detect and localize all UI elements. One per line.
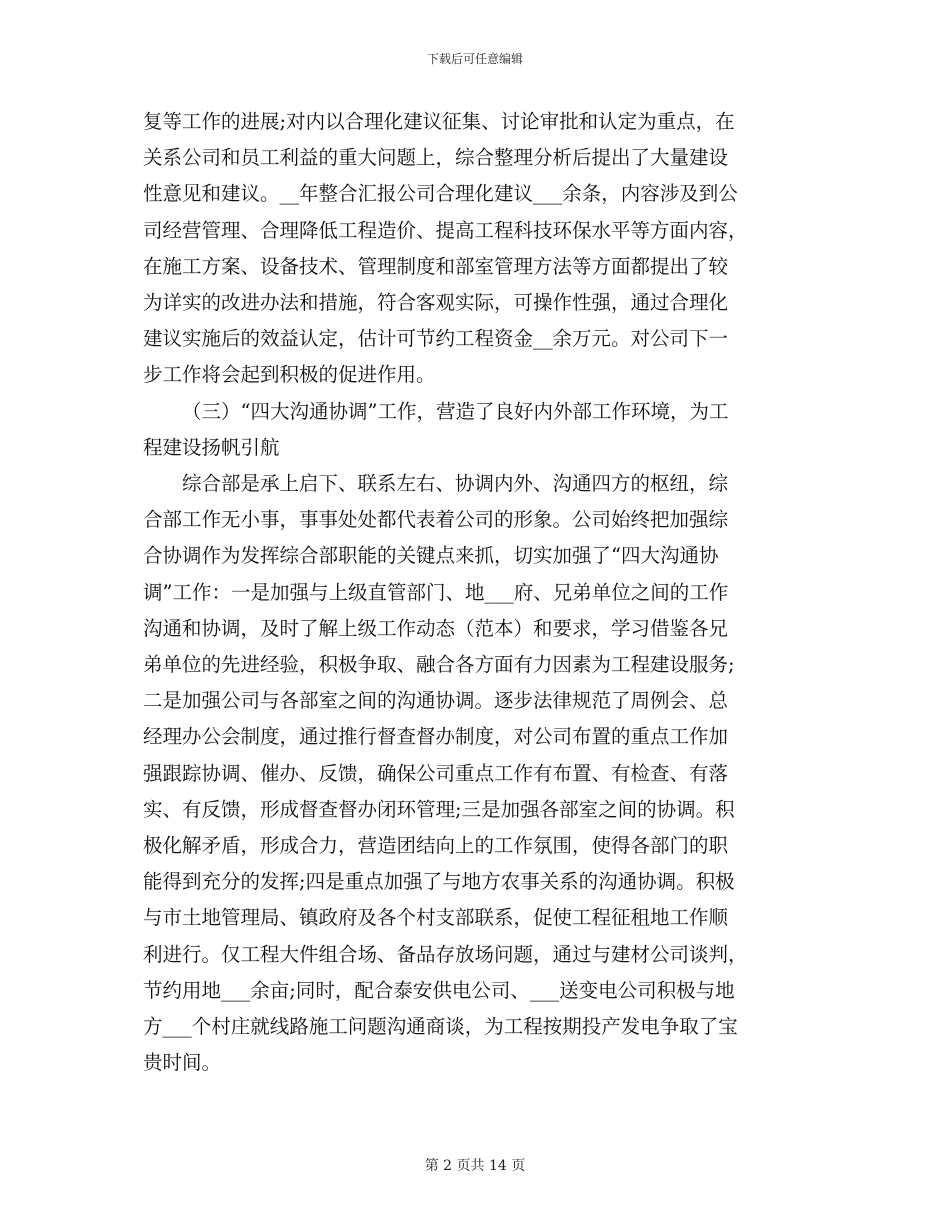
- text-line: 在施工方案、设备技术、管理制度和部室管理方法等方面都提出了较: [143, 254, 729, 278]
- text-line: 二是加强公司与各部室之间的沟通协调。逐步法律规范了周例会、总: [143, 689, 729, 713]
- text-line: 方___个村庄就线路施工问题沟通商谈，为工程按期投产发电争取了宝: [143, 1015, 738, 1039]
- text-line: 司经营管理、合理降低工程造价、提高工程科技环保水平等方面内容，: [143, 218, 748, 242]
- page-footer: 第 2 页共 14 页: [424, 1158, 526, 1174]
- text-line: 合协调作为发挥综合部职能的关键点来抓，切实加强了“四大沟通协: [143, 544, 719, 568]
- document-body: [143, 104, 807, 1081]
- text-line: 极化解矛盾，形成合力，营造团结向上的工作氛围，使得各部门的职: [143, 834, 729, 858]
- text-line: 复等工作的进展;对内以合理化建议征集、讨论审批和认定为重点，在: [143, 110, 735, 133]
- text-line: 能得到充分的发挥;四是重点加强了与地方农事关系的沟通协调。积极: [143, 870, 735, 894]
- text-line: 步工作将会起到积极的促进作用。: [143, 363, 436, 387]
- text-line: 调”工作：一是加强与上级直管部门、地___府、兄弟单位之间的工作: [143, 580, 729, 604]
- text-line: 为详实的改进办法和措施，符合客观实际，可操作性强，通过合理化: [143, 291, 729, 315]
- text-line: 与市土地管理局、镇政府及各个村支部联系，促使工程征租地工作顺: [143, 906, 729, 930]
- section-heading-line: 程建设扬帆引航: [143, 435, 280, 459]
- text-line: 综合部是承上启下、联系左右、协调内外、沟通四方的枢纽，综: [182, 472, 729, 496]
- text-line: 合部工作无小事，事事处处都代表着公司的形象。公司始终把加强综: [143, 508, 729, 532]
- text-line: 利进行。仅工程大件组合场、备品存放场问题，通过与建材公司谈判，: [143, 942, 748, 966]
- text-line: 经理办公会制度，通过推行督查督办制度，对公司布置的重点工作加: [143, 725, 729, 749]
- section-heading-line: （三）“四大沟通协调”工作，营造了良好内外部工作环境，为工: [182, 399, 729, 423]
- text-line: 弟单位的先进经验，积极争取、融合各方面有力因素为工程建设服务;: [143, 653, 735, 677]
- text-line: 贵时间。: [143, 1051, 222, 1075]
- text-line: 强跟踪协调、催办、反馈，确保公司重点工作有布置、有检查、有落: [143, 761, 729, 785]
- text-line: 建议实施后的效益认定，估计可节约工程资金__余万元。对公司下一: [143, 327, 729, 351]
- text-line: 关系公司和员工利益的重大问题上，综合整理分析后提出了大量建设: [143, 146, 729, 170]
- text-line: 性意见和建议。__年整合汇报公司合理化建议___余条，内容涉及到公: [143, 182, 738, 206]
- page-header: 下载后可任意编辑: [426, 52, 523, 66]
- text-line: 沟通和协调，及时了解上级工作动态（范本）和要求，学习借鉴各兄: [143, 616, 729, 640]
- text-line: 节约用地___余亩;同时，配合泰安供电公司、___送变电公司积极与地: [143, 978, 735, 1002]
- text-line: 实、有反馈，形成督查督办闭环管理;三是加强各部室之间的协调。积: [143, 797, 735, 821]
